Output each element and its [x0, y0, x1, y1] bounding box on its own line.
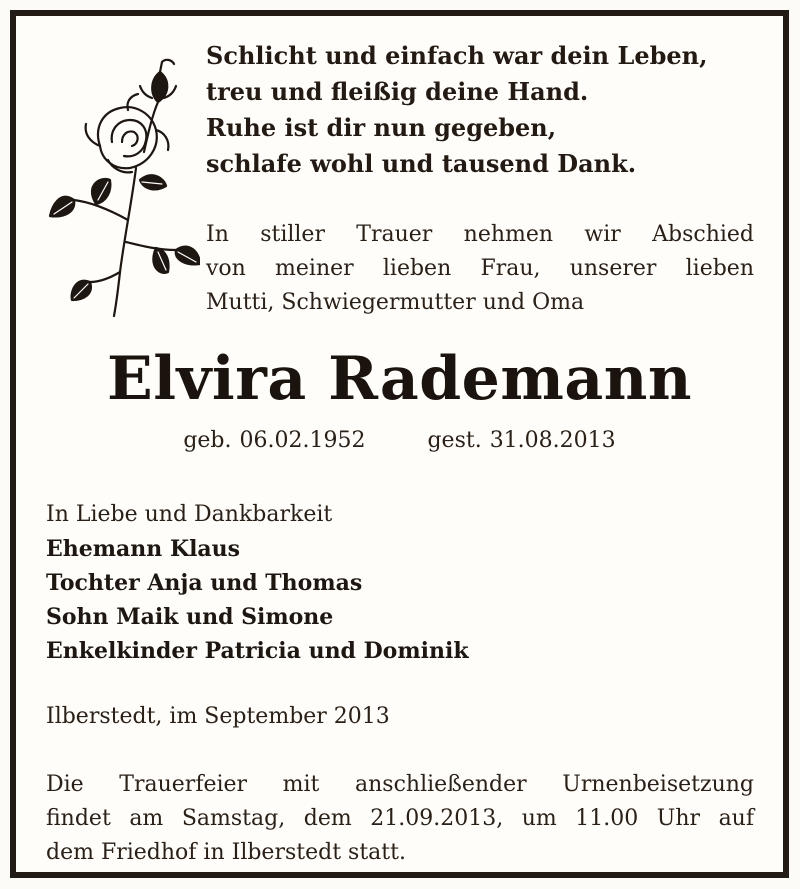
poem-line: Schlicht und einfach war dein Leben,: [206, 41, 708, 70]
poem-line: treu und fleißig deine Hand.: [206, 77, 589, 106]
place-and-date: Ilberstedt, im September 2013: [46, 704, 390, 729]
ceremony-line: dem Friedhof in Ilberstedt statt.: [46, 840, 406, 865]
intro-line: Mutti, Schwiegermutter und Oma: [206, 290, 585, 315]
birth-date: geb. 06.02.1952: [183, 428, 366, 453]
life-dates: [16, 428, 783, 453]
mourner-entry: Tochter Anja und Thomas: [46, 570, 363, 596]
poem-line: schlafe wohl und tausend Dank.: [206, 149, 637, 178]
ceremony-line: findet am Samstag, dem 21.09.2013, um 11.00 Uhr auf: [46, 806, 754, 831]
poem-line: Ruhe ist dir nun gegeben,: [206, 113, 557, 142]
ceremony-notice: [46, 768, 754, 870]
mourners-lead: In Liebe und Dankbarkeit: [46, 502, 333, 527]
death-date: gest. 31.08.2013: [427, 428, 616, 453]
mourner-entry: Ehemann Klaus: [46, 536, 241, 562]
obituary-frame: [10, 10, 789, 878]
intro-line: von meiner lieben Frau, unserer lieben: [206, 256, 754, 281]
farewell-intro: [206, 218, 754, 320]
mourner-entry: Sohn Maik und Simone: [46, 604, 334, 630]
intro-line: In stiller Trauer nehmen wir Abschied: [206, 222, 754, 247]
mourner-entry: Enkelkinder Patricia und Dominik: [46, 638, 469, 664]
ceremony-line: Die Trauerfeier mit anschließender Urnenbeisetzung: [46, 772, 754, 797]
rose-icon: [40, 50, 200, 320]
mourners-list: [46, 498, 746, 668]
deceased-name: Elvira Rademann: [107, 344, 692, 414]
memorial-poem: [206, 38, 766, 182]
